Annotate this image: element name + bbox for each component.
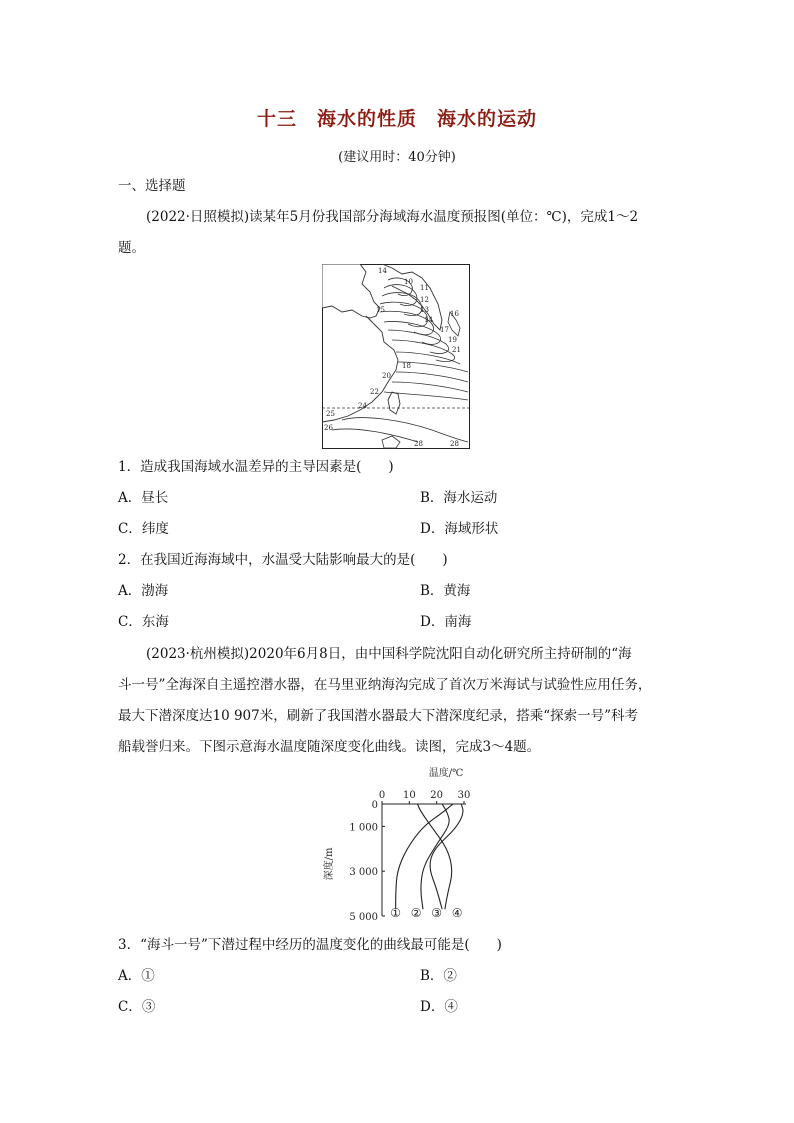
series-line-1	[396, 804, 453, 909]
intro2-line2: 斗一号”全海深自主遥控潜水器，在马里亚纳海沟完成了首次万米海试与试验性应用任务，	[118, 677, 652, 693]
intro2-line3: 最大下潜深度达10 907米，刷新了我国潜水器最大下潜深度纪录，搭乘“探索一号”科考	[118, 708, 639, 724]
map-label: 18	[402, 362, 411, 370]
section-heading: 一、选择题	[118, 178, 186, 194]
sea-temperature-map	[322, 264, 470, 449]
x-tick-label: 0	[378, 790, 386, 801]
q2-option-b[interactable]: B．黄海	[420, 583, 471, 599]
map-label: 12	[420, 296, 429, 304]
y-tick-label: 0	[371, 800, 378, 811]
q2-option-d[interactable]: D．南海	[420, 614, 472, 630]
map-label: 11	[420, 284, 429, 292]
y-tick-label: 3 000	[349, 867, 378, 879]
q1-option-b[interactable]: B．海水运动	[420, 490, 498, 506]
q3-option-d[interactable]: D．④	[420, 999, 458, 1015]
q1-stem: 1．造成我国海域水温差异的主导因素是( )	[118, 459, 394, 475]
map-label: 24	[358, 402, 367, 410]
map-label: 10	[404, 278, 413, 286]
q2-option-c[interactable]: C．东海	[118, 614, 169, 630]
q3-option-c[interactable]: C．③	[118, 999, 156, 1015]
series-label-1: ①	[390, 906, 402, 920]
map-label: 28	[414, 440, 423, 448]
series-line-2	[418, 804, 452, 909]
temperature-depth-chart	[318, 764, 488, 920]
x-tick-label: 20	[430, 790, 444, 801]
q3-option-a[interactable]: A．①	[118, 968, 155, 984]
intro2-line4: 船载誉归来。下图示意海水温度随深度变化曲线。读图，完成3～4题。	[118, 739, 541, 755]
q2-option-a[interactable]: A．渤海	[118, 583, 169, 599]
q3-option-b[interactable]: B．②	[420, 968, 457, 984]
map-label: 28	[450, 440, 459, 448]
map-label: 14	[424, 316, 433, 324]
q3-stem: 3．“海斗一号”下潜过程中经历的温度变化的曲线最可能是( )	[118, 937, 502, 953]
map-label: 17	[440, 326, 449, 334]
map-label: 21	[452, 346, 461, 354]
page-subtitle: (建议用时：40分钟)	[338, 150, 456, 165]
q1-option-c[interactable]: C．纬度	[118, 521, 169, 537]
chart-xlabel: 温度/℃	[428, 768, 464, 779]
x-tick-label: 30	[457, 790, 471, 801]
q1-option-a[interactable]: A．昼长	[118, 490, 169, 506]
intro2-line1: (2023·杭州模拟)2020年6月8日，由中国科学院沈阳自动化研究所主持研制的“海	[146, 646, 632, 662]
series-line-3	[421, 804, 449, 909]
map-label: 16	[450, 310, 459, 318]
series-line-4	[430, 804, 463, 909]
x-tick-label: 10	[402, 790, 416, 801]
map-label: 14	[378, 267, 387, 275]
series-label-4: ④	[451, 906, 463, 920]
intro1-line2: 题。	[118, 240, 145, 256]
map-label: 13	[420, 306, 429, 314]
chart-ylabel: 深度/m	[324, 847, 335, 881]
map-label: 26	[324, 424, 333, 432]
map-label: 22	[370, 388, 379, 396]
page-title: 十三 海水的性质 海水的运动	[256, 108, 537, 130]
map-label: 19	[448, 336, 457, 344]
q2-stem: 2．在我国近海海域中，水温受大陆影响最大的是( )	[118, 552, 448, 568]
series-label-3: ③	[431, 906, 443, 920]
series-label-2: ②	[410, 906, 422, 920]
map-label: 25	[326, 410, 335, 418]
y-tick-label: 1 000	[349, 822, 378, 834]
y-tick-label: 5 000	[349, 912, 378, 920]
map-label: 15	[376, 306, 385, 314]
map-label: 20	[382, 372, 391, 380]
q1-option-d[interactable]: D．海域形状	[420, 521, 499, 537]
intro1-line1: (2022·日照模拟)读某年5月份我国部分海域海水温度预报图(单位：℃)，完成1～2	[146, 209, 639, 225]
